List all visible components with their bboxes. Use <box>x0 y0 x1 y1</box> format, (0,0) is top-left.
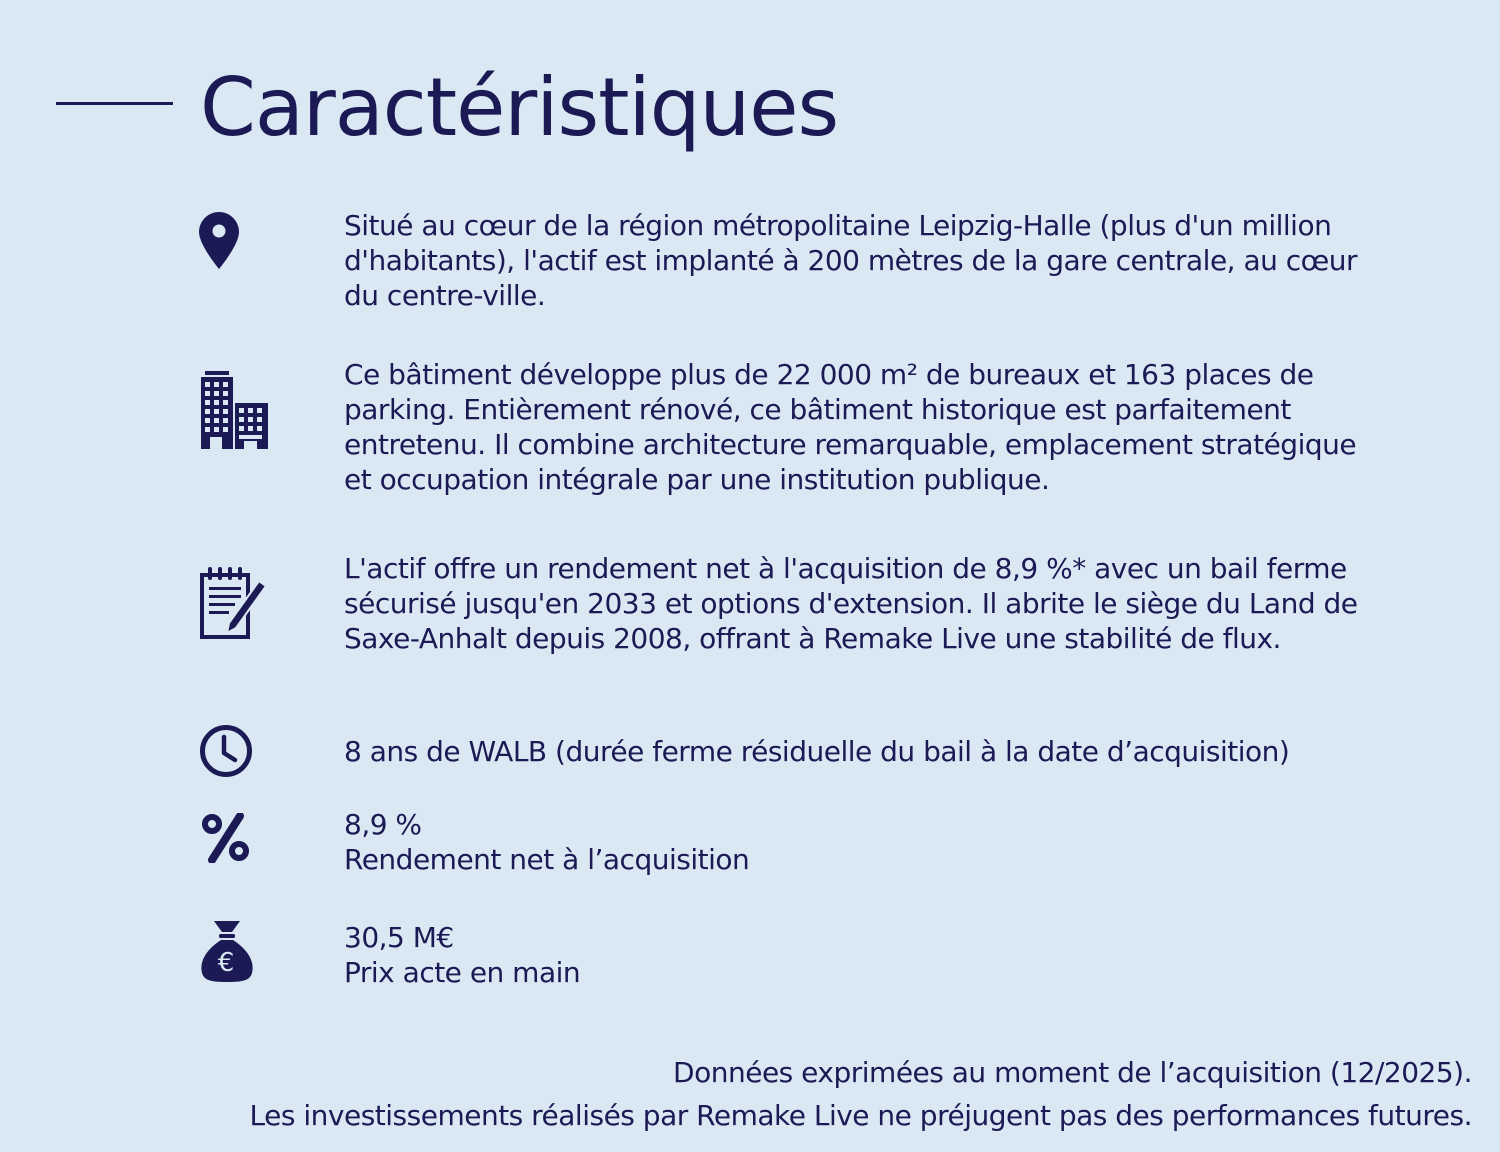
disclaimer-line: Les investissements réalisés par Remake Live ne préjugent pas des performances futures. <box>249 1099 1472 1132</box>
feature-lease-text <box>344 551 1474 656</box>
clock-icon <box>199 724 253 778</box>
euro-money-bag-icon <box>199 919 255 984</box>
lease-document-icon <box>199 567 269 641</box>
text-line: et occupation intégrale par une institution publique. <box>344 463 1050 496</box>
text-line: parking. Entièrement rénové, ce bâtiment historique est parfaitement <box>344 393 1291 426</box>
title-rule <box>56 102 173 105</box>
feature-yield-text <box>344 807 1474 877</box>
text-line: 8 ans de WALB (durée ferme résiduelle du bail à la date d’acquisition) <box>344 735 1290 768</box>
office-buildings-icon <box>199 371 269 449</box>
text-line: Ce bâtiment développe plus de 22 000 m² de bureaux et 163 places de <box>344 358 1314 391</box>
yield-label: Rendement net à l’acquisition <box>344 843 750 876</box>
disclaimer-line: Données exprimées au moment de l’acquisition (12/2025). <box>673 1056 1472 1089</box>
feature-location-text <box>344 208 1474 313</box>
percent-icon <box>201 813 251 863</box>
price-value: 30,5 M€ <box>344 921 454 954</box>
feature-walb-text <box>344 734 1474 769</box>
feature-price-text <box>344 920 1474 990</box>
text-line: Saxe-Anhalt depuis 2008, offrant à Remake Live une stabilité de flux. <box>344 622 1281 655</box>
feature-building-text <box>344 357 1474 497</box>
text-line: d'habitants), l'actif est implanté à 200 mètres de la gare centrale, au cœur <box>344 244 1358 277</box>
page-title: Caractéristiques <box>200 61 839 154</box>
disclaimer <box>250 1051 1472 1137</box>
text-line: Situé au cœur de la région métropolitaine Leipzig-Halle (plus d'un million <box>344 209 1332 242</box>
text-line: du centre-ville. <box>344 279 546 312</box>
svg-text:€: € <box>217 948 235 978</box>
location-pin-icon <box>199 212 239 269</box>
text-line: entretenu. Il combine architecture remarquable, emplacement stratégique <box>344 428 1357 461</box>
text-line: L'actif offre un rendement net à l'acquisition de 8,9 %* avec un bail ferme <box>344 552 1347 585</box>
yield-value: 8,9 % <box>344 808 422 841</box>
price-label: Prix acte en main <box>344 956 581 989</box>
text-line: sécurisé jusqu'en 2033 et options d'extension. Il abrite le siège du Land de <box>344 587 1358 620</box>
